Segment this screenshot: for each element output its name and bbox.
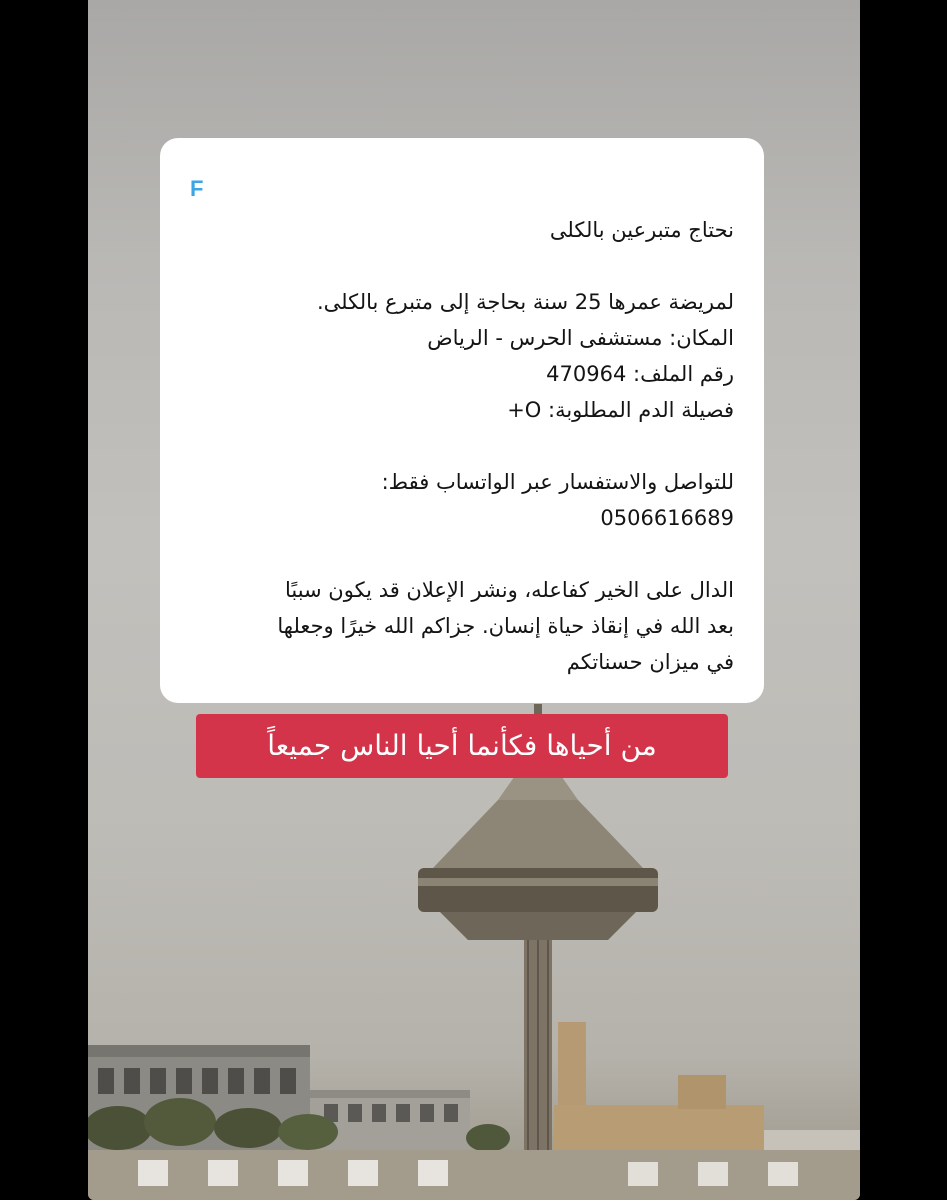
note-closing-line-1: الدال على الخير كفاعله، ونشر الإعلان قد يكون سببًا bbox=[284, 578, 734, 602]
note-file-line: رقم الملف: 470964 bbox=[546, 362, 734, 386]
note-closing-line-2: بعد الله في إنقاذ حياة إنسان. جزاكم الله خيرًا وجعلها bbox=[277, 614, 734, 638]
story-screen bbox=[88, 0, 860, 1200]
note-patient-line: لمريضة عمرها 25 سنة بحاجة إلى متبرع بالكلى. bbox=[316, 290, 734, 314]
app-badge-icon: F bbox=[190, 176, 204, 201]
note-title: نحتاج متبرعين بالكلى bbox=[549, 218, 734, 242]
note-contact-label: للتواصل والاستفسار عبر الواتساب فقط: bbox=[381, 470, 734, 494]
caption-banner: من أحياها فكأنما أحيا الناس جميعاً bbox=[196, 714, 728, 778]
ground bbox=[88, 1150, 860, 1200]
note-location-line: المكان: مستشفى الحرس - الرياض bbox=[427, 326, 734, 350]
note-phone-number[interactable]: 0506616689 bbox=[600, 506, 734, 530]
note-card bbox=[160, 138, 764, 703]
note-closing-line-3: في ميزان حسناتكم bbox=[566, 650, 734, 674]
note-blood-line: فصيلة الدم المطلوبة: O+ bbox=[507, 398, 734, 422]
building-right bbox=[554, 1022, 860, 1154]
